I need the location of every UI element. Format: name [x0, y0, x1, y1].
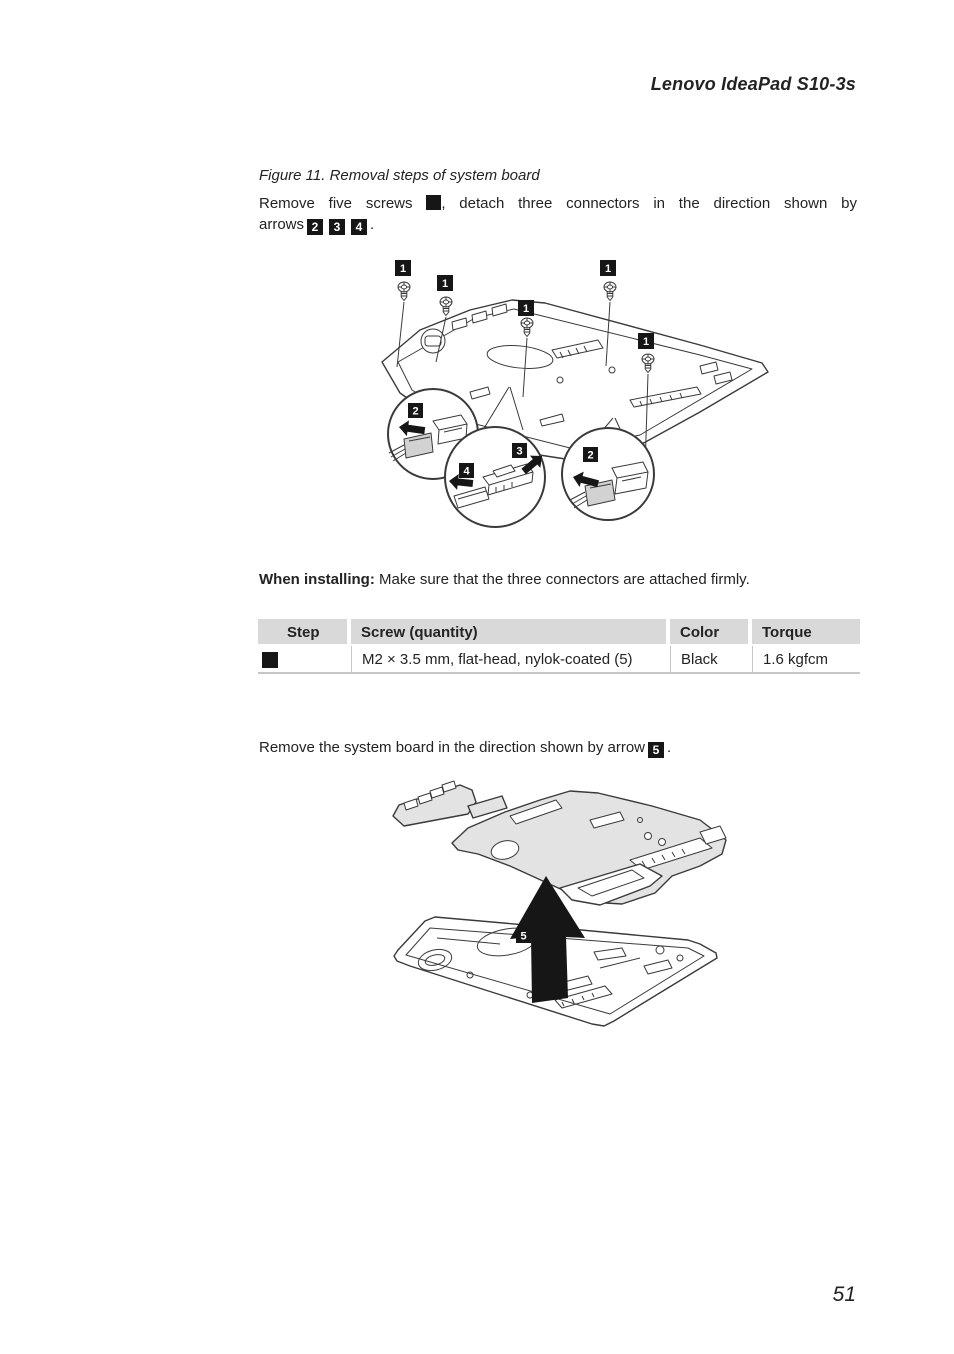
screw-badge-1: 1: [642, 336, 650, 348]
when-installing-note: [259, 571, 857, 588]
when-installing-text: Make sure that the three connectors are attached firmly.: [374, 571, 750, 588]
screw-icon: [398, 282, 410, 301]
intro-text-before-square: Remove five screws: [259, 195, 413, 212]
diagram-system-board-lift: [385, 765, 735, 1040]
screw-badge-1: 1: [441, 278, 449, 290]
callout-badge-5: 5: [648, 742, 664, 758]
table-cell-step: [258, 646, 351, 674]
connector-badge-2: 2: [412, 405, 419, 418]
when-installing-label: When installing:: [259, 571, 375, 588]
callout-middle-connector: [445, 427, 547, 527]
callout-badge-3: 3: [329, 219, 345, 235]
connector-badge-4: 4: [463, 465, 470, 478]
page-number: 51: [832, 1283, 856, 1306]
page-header-title: Lenovo IdeaPad S10-3s: [650, 74, 856, 94]
screw-table: [258, 619, 860, 674]
table-cell-color: Black: [670, 646, 752, 674]
table-header-torque: Torque: [752, 619, 860, 646]
callout-right-connector: [562, 428, 654, 520]
removal-instruction: [259, 739, 857, 758]
connector-badge-2: 2: [587, 449, 594, 462]
diagram-removal-steps: [370, 250, 775, 540]
intro-period: .: [370, 216, 375, 233]
callout-badge-2: 2: [307, 219, 323, 235]
callout-badge-4: 4: [351, 219, 367, 235]
intro-arrows-word: arrows: [259, 216, 305, 233]
screw-badge-1: 1: [522, 303, 530, 315]
screw-step-square-icon: [426, 195, 441, 210]
intro-paragraph: [259, 193, 857, 235]
screw-icon: [440, 297, 452, 316]
intro-text-after-square: , detach three connectors in the direction shown by: [441, 195, 857, 212]
table-header-screw: Screw (quantity): [351, 619, 670, 646]
arrow-badge-5: 5: [520, 930, 527, 943]
figure-caption: Figure 11. Removal steps of system board: [259, 167, 540, 184]
connector-badge-3: 3: [516, 445, 523, 458]
table-header-color: Color: [670, 619, 752, 646]
screw-badge-1: 1: [399, 263, 407, 275]
system-board-lifted: [393, 781, 726, 905]
removal-period: .: [667, 739, 672, 756]
table-cell-screw: M2 × 3.5 mm, flat-head, nylok-coated (5): [351, 646, 670, 674]
step-square-icon: [262, 652, 278, 668]
screw-badge-1: 1: [604, 263, 612, 275]
intro-line-2: [259, 214, 857, 235]
intro-line-1: [259, 193, 857, 214]
table-header-step: Step: [258, 619, 351, 646]
screw-icon: [604, 282, 616, 301]
removal-text: Remove the system board in the direction shown by arrow: [259, 739, 646, 756]
table-cell-torque: 1.6 kgfcm: [752, 646, 860, 674]
